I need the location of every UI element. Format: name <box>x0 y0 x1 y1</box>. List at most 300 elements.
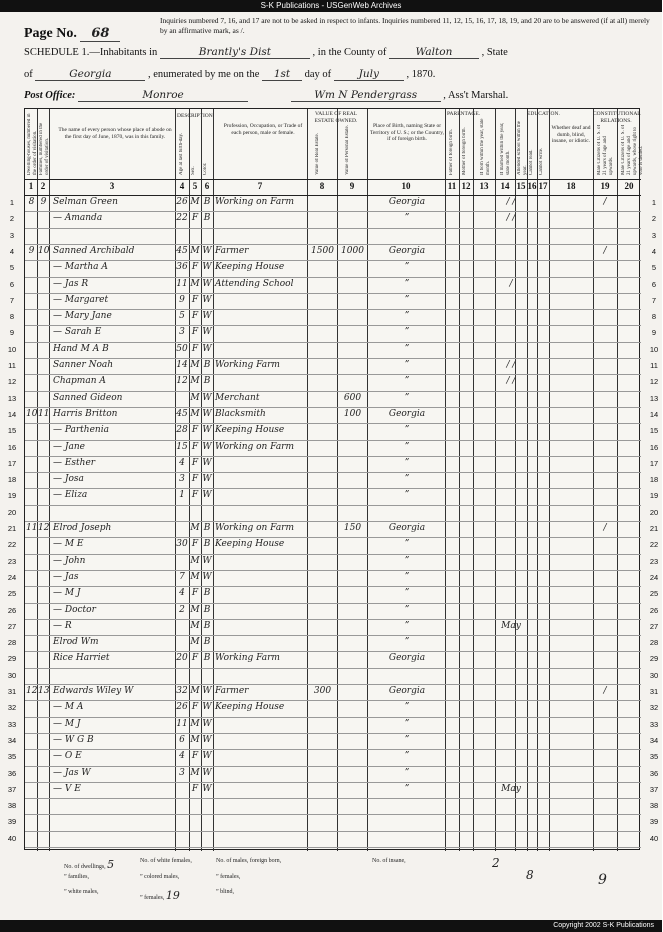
row-number-right: 25 <box>649 589 659 599</box>
person-age: 9 <box>179 294 185 305</box>
row-number-left: 2 <box>9 214 15 224</box>
row-number-left: 10 <box>7 344 17 354</box>
person-occupation: Blacksmith <box>215 408 266 419</box>
birthplace: ” <box>404 637 410 648</box>
row-number-left: 5 <box>9 263 15 273</box>
person-sex: F <box>191 588 199 599</box>
person-color: W <box>202 571 212 582</box>
county-label: , in the County of <box>312 47 387 58</box>
person-occupation: Farmer <box>215 686 249 696</box>
row-number-left: 40 <box>7 833 17 843</box>
row-number-right: 33 <box>649 719 659 729</box>
person-name: — O E <box>53 751 82 762</box>
footer-white-females: No. of white females, <box>140 858 192 864</box>
row-number-right: 2 <box>651 214 657 224</box>
person-color: W <box>202 311 212 322</box>
row-number-left: 34 <box>7 735 17 745</box>
header-color: Color. <box>203 162 208 175</box>
row-number-right: 1 <box>651 198 657 207</box>
birthplace: ” <box>404 767 410 778</box>
person-sex: F <box>191 751 199 762</box>
person-color: W <box>202 751 212 762</box>
birthplace: Georgia <box>388 653 426 664</box>
header-school: Attended school within the year. <box>517 120 528 175</box>
person-name: Hand M A B <box>53 343 109 354</box>
header-married-month: If married within the year, state month. <box>500 122 511 175</box>
row-number-left: 25 <box>7 589 17 599</box>
person-color: W <box>202 425 212 436</box>
person-age: 3 <box>179 474 185 485</box>
person-age: 3 <box>179 767 185 778</box>
person-age: 45 <box>176 245 188 256</box>
birthplace: ” <box>404 474 410 485</box>
row-number-right: 21 <box>649 524 659 533</box>
row-number-right: 4 <box>651 246 657 256</box>
person-sex: M <box>190 571 200 582</box>
person-age: 28 <box>176 425 188 436</box>
person-age: 4 <box>179 588 185 599</box>
schedule-line <box>24 46 508 59</box>
header-real-estate-group: VALUE OF REAL ESTATE OWNED. <box>314 111 358 124</box>
person-color: W <box>202 408 212 419</box>
person-occupation: Working Farm <box>215 360 280 370</box>
footer-white-males: ” white males, <box>64 889 99 895</box>
person-color: B <box>203 523 211 533</box>
person-sex: M <box>190 523 200 533</box>
header-cannot-write: Cannot write. <box>539 147 544 175</box>
citizen-mark: / <box>603 197 607 207</box>
header-vote-denied: Male Citizens of U. S. of 21 years of age and upwards, whose right to vote is denied. <box>621 124 644 175</box>
row-number-left: 22 <box>7 540 17 550</box>
footer-families: ” families, <box>64 874 89 880</box>
person-name: Sanner Noah <box>53 360 114 370</box>
row-number-right: 8 <box>651 312 657 322</box>
footer-tally-20: 9 <box>598 872 607 888</box>
person-age: 11 <box>176 718 188 729</box>
source-banner: S-K Publications - USGenWeb Archives <box>0 0 662 12</box>
person-name: Chapman A <box>53 376 106 387</box>
tally-marks: / / <box>506 360 516 370</box>
birthplace: ” <box>404 213 410 224</box>
page-number <box>24 26 120 42</box>
person-color: B <box>203 539 211 550</box>
birthplace: ” <box>404 783 410 794</box>
person-color: W <box>202 686 212 696</box>
person-name: — Esther <box>53 457 96 468</box>
row-number-right: 9 <box>651 328 657 338</box>
person-sex: F <box>191 539 199 550</box>
row-number-right: 35 <box>649 752 659 762</box>
person-age: 3 <box>179 327 185 338</box>
row-number-right: 10 <box>649 344 659 354</box>
row-number-right: 37 <box>649 784 659 794</box>
person-name: Sanned Gideon <box>53 392 123 403</box>
person-sex: F <box>191 441 199 452</box>
header-education: EDUCATION. <box>527 111 560 117</box>
footer-dwellings-label: No. of dwellings, <box>64 864 106 870</box>
person-sex: M <box>190 278 200 289</box>
person-name: — Amanda <box>53 213 103 224</box>
row-number-right: 39 <box>649 817 659 827</box>
personal-estate-value: 600 <box>343 392 362 403</box>
tally-marks: / / <box>506 213 516 224</box>
of-label: of <box>24 69 33 80</box>
day-of-label: day of <box>304 69 332 80</box>
header-mother-foreign: Mother of foreign birth. <box>462 127 467 175</box>
person-name: — W G B <box>53 734 94 745</box>
birthplace: Georgia <box>388 197 426 207</box>
person-name: — Martha A <box>53 262 108 273</box>
header-sex: Sex. <box>191 166 196 175</box>
person-color: W <box>202 392 212 403</box>
column-number-17: 17 <box>538 181 548 191</box>
row-number-right: 17 <box>649 458 659 468</box>
person-age: 4 <box>179 457 185 468</box>
person-color: W <box>202 734 212 745</box>
real-estate-value: 1500 <box>311 245 334 256</box>
column-number-15: 15 <box>516 181 526 191</box>
header-birthplace: Place of Birth, naming State or Territory of U. S.; or the Country, if of foreign birth. <box>370 123 444 142</box>
person-color: B <box>203 213 211 224</box>
row-number-left: 33 <box>7 719 17 729</box>
row-number-right: 40 <box>649 833 659 843</box>
footer-tally-13: 2 <box>492 856 500 870</box>
birthplace: ” <box>404 588 410 599</box>
row-number-left: 23 <box>7 556 17 566</box>
header-deaf-blind: Whether deaf and dumb, blind, insane, or idiotic. <box>551 125 591 144</box>
day-value: 1st <box>262 68 302 81</box>
marshal-label: , Ass't Marshal. <box>443 90 509 101</box>
column-number-13: 13 <box>479 181 489 191</box>
person-name: — M A <box>53 702 84 713</box>
column-number-2: 2 <box>40 181 46 191</box>
header-profession: Profession, Occupation, or Trade of each person, male or female. <box>223 123 303 136</box>
marshal-signature: Wm N Pendergrass <box>291 89 441 102</box>
person-sex: M <box>190 392 200 403</box>
row-number-left: 13 <box>7 393 17 403</box>
birthplace: Georgia <box>388 523 426 533</box>
person-sex: M <box>190 604 200 615</box>
person-sex: M <box>190 555 200 566</box>
person-color: B <box>203 197 211 207</box>
row-number-left: 14 <box>7 409 17 419</box>
row-number-right: 14 <box>649 409 659 419</box>
row-number-right: 30 <box>649 670 659 680</box>
birthplace: Georgia <box>388 245 426 256</box>
row-number-right: 23 <box>649 556 659 566</box>
row-number-left: 24 <box>7 572 17 582</box>
row-number-left: 20 <box>7 507 17 517</box>
column-number-5: 5 <box>192 181 198 191</box>
birthplace: ” <box>404 718 410 729</box>
person-sex: M <box>190 376 200 387</box>
dwelling-number: 9 <box>28 245 35 256</box>
row-number-right: 26 <box>649 605 659 615</box>
row-number-right: 11 <box>650 361 658 370</box>
person-occupation: Working Farm <box>215 653 280 664</box>
birthplace: ” <box>404 457 410 468</box>
row-number-right: 31 <box>649 687 659 696</box>
person-sex: M <box>190 734 200 745</box>
person-name: Rice Harriet <box>53 653 110 664</box>
tally-marks: / / <box>506 197 516 207</box>
column-number-7: 7 <box>257 181 263 191</box>
row-number-left: 16 <box>7 442 17 452</box>
birthplace: ” <box>404 539 410 550</box>
person-occupation: Working on Farm <box>215 197 295 207</box>
row-number-right: 13 <box>649 393 659 403</box>
birthplace: ” <box>404 327 410 338</box>
person-age: 6 <box>179 734 185 745</box>
column-number-14: 14 <box>500 181 510 191</box>
row-number-left: 21 <box>7 524 17 533</box>
row-number-right: 34 <box>649 735 659 745</box>
row-number-right: 5 <box>651 263 657 273</box>
row-number-left: 12 <box>7 377 17 387</box>
row-number-left: 9 <box>9 328 15 338</box>
person-age: 7 <box>179 571 185 582</box>
row-number-left: 37 <box>7 784 17 794</box>
year-label: , 1870. <box>406 69 436 80</box>
row-number-right: 36 <box>649 768 659 778</box>
person-color: W <box>202 262 212 273</box>
row-number-left: 8 <box>9 312 15 322</box>
person-age: 2 <box>179 604 185 615</box>
row-number-right: 18 <box>649 475 659 485</box>
person-name: — M J <box>53 718 81 729</box>
person-age: 50 <box>176 343 188 354</box>
column-number-9: 9 <box>349 181 355 191</box>
footer-dwellings-value: 5 <box>107 858 115 871</box>
footer-females <box>140 889 180 902</box>
row-number-right: 12 <box>649 377 659 387</box>
footer-dwellings <box>64 858 114 871</box>
schedule-label: SCHEDULE 1.—Inhabitants in <box>24 47 158 58</box>
row-number-right: 32 <box>649 703 659 713</box>
tally-marks: / <box>509 278 513 289</box>
birthplace: ” <box>404 262 410 273</box>
person-sex: F <box>191 783 199 794</box>
header-description: DESCRIPTION. <box>177 113 215 119</box>
footer-females-value: 19 <box>165 889 180 902</box>
person-color: B <box>203 588 211 599</box>
person-color: W <box>202 343 212 354</box>
row-number-left: 7 <box>9 295 15 305</box>
row-number-left: 18 <box>7 475 17 485</box>
person-sex: M <box>190 197 200 207</box>
citizen-mark: / <box>603 686 607 696</box>
person-occupation: Keeping House <box>215 262 285 273</box>
citizen-mark: / <box>603 245 607 256</box>
person-name: — Jas <box>53 571 79 582</box>
person-age: 45 <box>176 408 188 419</box>
person-color: W <box>202 767 212 778</box>
birthplace: ” <box>404 294 410 305</box>
column-number-1: 1 <box>28 181 34 191</box>
header-cannot-read: Cannot read. <box>529 149 534 175</box>
header-dwelling: Dwelling-houses, numbered in the order of visitation. <box>27 113 38 175</box>
person-color: W <box>202 702 212 713</box>
birthplace: ” <box>404 620 410 631</box>
place-value: Brantly's Dist <box>160 46 310 59</box>
person-color: W <box>202 294 212 305</box>
footer-insane: No. of insane, <box>372 858 406 864</box>
person-sex: M <box>190 245 200 256</box>
enumerated-label: , enumerated by me on the <box>148 69 260 80</box>
person-color: W <box>202 278 212 289</box>
row-number-left: 4 <box>9 246 15 256</box>
post-office-line <box>24 89 508 102</box>
person-sex: M <box>190 686 200 696</box>
person-age: 20 <box>176 653 188 664</box>
footer-foreign-females: ” females, <box>216 874 241 880</box>
header-family: Families, numbered in the order of visitation. <box>39 122 50 175</box>
person-age: 26 <box>176 197 188 207</box>
row-number-left: 3 <box>9 230 15 240</box>
person-color: W <box>202 327 212 338</box>
person-sex: F <box>191 213 199 224</box>
person-age: 11 <box>176 278 188 289</box>
person-color: W <box>202 457 212 468</box>
footer-foreign-males: No. of males, foreign born, <box>216 858 282 864</box>
person-occupation: Attending School <box>215 278 294 289</box>
person-color: B <box>203 376 211 387</box>
tally-marks: / / <box>506 376 516 387</box>
column-number-10: 10 <box>401 181 411 191</box>
person-name: — Eliza <box>53 490 88 501</box>
tally-marks: May <box>501 783 521 794</box>
column-number-3: 3 <box>109 181 115 191</box>
person-name: — V E <box>53 783 81 794</box>
column-number-11: 11 <box>447 181 457 191</box>
birthplace: Georgia <box>388 686 426 696</box>
row-number-right: 22 <box>649 540 659 550</box>
person-name: Selman Green <box>53 197 118 207</box>
header-citizen: Male Citizens of U. S. of 21 years of age and upwards. <box>597 124 614 175</box>
row-number-left: 28 <box>7 638 17 648</box>
person-age: 12 <box>176 376 188 387</box>
birthplace: ” <box>404 555 410 566</box>
person-name: — Josa <box>53 474 84 485</box>
birthplace: ” <box>404 278 410 289</box>
person-age: 32 <box>176 686 188 696</box>
column-number-16: 16 <box>527 181 537 191</box>
person-name: Sanned Archibald <box>53 245 135 256</box>
person-name: — M E <box>53 539 84 550</box>
row-number-right: 3 <box>651 230 657 240</box>
person-occupation: Working on Farm <box>215 441 295 452</box>
column-number-4: 4 <box>179 181 185 191</box>
person-sex: F <box>191 702 199 713</box>
person-color: W <box>202 555 212 566</box>
person-color: W <box>202 783 212 794</box>
person-color: W <box>202 490 212 501</box>
birthplace: ” <box>404 490 410 501</box>
dwelling-number: 10 <box>26 408 38 419</box>
person-sex: F <box>191 425 199 436</box>
person-sex: F <box>191 490 199 501</box>
person-age: 36 <box>176 262 188 273</box>
row-number-left: 39 <box>7 817 17 827</box>
row-number-right: 38 <box>649 801 659 811</box>
person-occupation: Keeping House <box>215 702 285 713</box>
person-sex: F <box>191 343 199 354</box>
person-color: B <box>203 637 211 648</box>
person-age: 4 <box>179 751 185 762</box>
tally-marks: May <box>501 620 521 631</box>
person-age: 14 <box>176 360 188 370</box>
enumeration-line <box>24 68 435 81</box>
row-number-left: 26 <box>7 605 17 615</box>
person-age: 1 <box>179 490 185 501</box>
column-number-8: 8 <box>319 181 325 191</box>
person-age: 5 <box>179 311 185 322</box>
footer-tally-16: 8 <box>526 868 534 882</box>
person-occupation: Merchant <box>215 392 260 403</box>
person-sex: M <box>190 767 200 778</box>
person-occupation: Keeping House <box>215 539 285 550</box>
person-name: Elrod Wm <box>53 637 99 648</box>
birthplace: ” <box>404 571 410 582</box>
real-estate-value: 300 <box>313 686 332 696</box>
person-age: 30 <box>176 539 188 550</box>
dwelling-number: 11 <box>26 523 38 533</box>
person-color: W <box>202 718 212 729</box>
person-color: B <box>203 620 211 631</box>
birthplace: ” <box>404 360 410 370</box>
birthplace: ” <box>404 734 410 745</box>
footer-blind: ” blind, <box>216 889 234 895</box>
person-name: — John <box>53 555 86 566</box>
person-sex: F <box>191 474 199 485</box>
header-born-month: If born within the year, state month. <box>480 118 491 175</box>
row-number-left: 11 <box>8 361 16 370</box>
column-number-12: 12 <box>461 181 471 191</box>
header-real-estate: Value of Real Estate. <box>315 133 320 175</box>
birthplace: ” <box>404 425 410 436</box>
person-color: B <box>203 653 211 664</box>
family-number: 9 <box>40 197 47 207</box>
person-name: — Mary Jane <box>53 311 112 322</box>
person-name: — Margaret <box>53 294 109 305</box>
column-number-20: 20 <box>624 181 634 191</box>
row-number-right: 20 <box>649 507 659 517</box>
column-number-19: 19 <box>600 181 610 191</box>
person-sex: F <box>191 294 199 305</box>
person-name: — Parthenia <box>53 425 109 436</box>
row-number-right: 24 <box>649 572 659 582</box>
person-age: 22 <box>176 213 188 224</box>
row-number-left: 29 <box>7 654 17 664</box>
birthplace: ” <box>404 751 410 762</box>
person-name: — R <box>53 620 72 631</box>
column-number-6: 6 <box>204 181 210 191</box>
state-label: , State <box>481 47 508 58</box>
page-number-value: 68 <box>80 26 120 42</box>
month-value: July <box>334 68 404 81</box>
row-number-right: 6 <box>651 279 657 289</box>
person-color: B <box>203 604 211 615</box>
row-number-left: 35 <box>7 752 17 762</box>
person-name: — Jas R <box>53 278 89 289</box>
post-office-label: Post Office: <box>24 90 76 101</box>
person-name: Edwards Wiley W <box>53 686 134 696</box>
instructions-notice: Inquiries numbered 7, 16, and 17 are not to be asked in respect to infants. Inquiries numbered 11, 12, 15, 16, 17, 18, 19, and 20 are to be answered (if at all) merely by an affirmative mark, as /. <box>160 16 650 35</box>
person-age: 26 <box>176 702 188 713</box>
personal-estate-value: 1000 <box>341 245 364 256</box>
census-table <box>7 108 659 850</box>
family-number: 11 <box>38 408 50 419</box>
